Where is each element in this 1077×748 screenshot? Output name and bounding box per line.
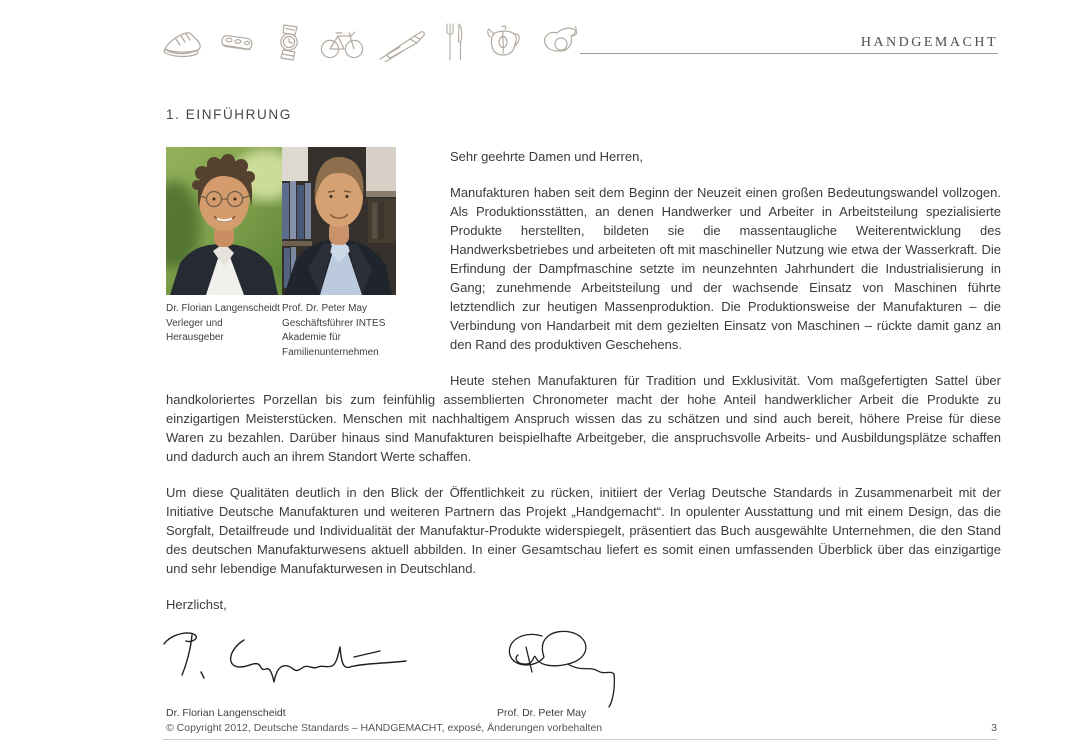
footer-page-number: 3 <box>991 722 997 734</box>
person-name: Dr. Florian Langenscheidt <box>166 303 280 314</box>
letter-paragraph-2: Heute stehen Manufakturen für Tradition und Exklusivität. Vom maßgefertigten Sattel über handkoloriertes Porzellan bis zum feinfühlig assemblierten Chronometer macht der hohe Anteil handwerklicher Arbeit die Produkte zu einzigartigen Meisterstücken. Menschen mit nachhaltigem Anspruch wissen das zu schätzen und sind auch bereit, höhere Preise für diese Waren zu bezahlen. Darüber hinaus sind Manufakturen beispielhafte Arbeitgeber, die anspruchsvolle Arbeits- und Ausbildungsplätze schaffen und dadurch auch an ihrem Standort Werte schaffen. <box>166 373 1001 464</box>
letter-paragraph-3: Um diese Qualitäten deutlich in den Blick der Öffentlichkeit zu rücken, initiiert der Verlag Deutsche Standards in Zusammenarbeit mit der Initiative Deutsche Manufakturen und weiteren Partnern das Projekt „Handgemacht“. In opulenter Ausstattung und mit einem Design, das die Sorgfalt, Detailfreude und Individualität der Manufaktur-Produkte widerspiegelt, präsentiert das Buch ausgewählte Unternehmen, die den Stand des deutschen Manufakturwesens aktuell abbilden. In einer Gesamtschau liefert es somit einen umfassenden Überblick über das einzigartige und sehr lebendige Manufakturwesen in Deutschland. <box>166 485 1001 576</box>
signatures-block <box>166 624 1001 702</box>
letter-paragraph-1: Manufakturen haben seit dem Beginn der Neuzeit einen großen Bedeutungswandel vollzogen. Als Produktionsstätten, an denen Handwerker und Arbeiter in Arbeitsteilung spezialisierte Produkte herstellten, bildeten sie die massentaugliche Weiterentwicklung des Handwerksbetriebes und arbeiteten oft mit maschineller Nutzung wie etwa der Wasserkraft. Die Erfindung der Dampfmaschine setzte im neunzehnten Jahrhundert die Industrialisierung in Gang; zunehmende Arbeitsteilung und der wachsende Einsatz von Maschinen führte letztendlich zur heutigen Massenproduktion. Die Produktionsweise der Manufakturen – die Verbindung von Handarbeit mit dem gezielten Einsatz von Maschinen – rückte damit ganz an den Rand des produktiven Geschehens. <box>450 185 1001 352</box>
signatory-name: Dr. Florian Langenscheidt <box>166 707 286 719</box>
fountain-pen-icon <box>376 22 432 62</box>
bracelet-icon <box>214 22 260 62</box>
letter-closing: Herzlichst, <box>166 597 227 612</box>
signatory-name: Prof. Dr. Peter May <box>497 707 587 719</box>
wristwatch-icon <box>270 22 308 62</box>
caption-florian-langenscheidt <box>166 302 282 346</box>
figure-florian-langenscheidt <box>166 147 282 360</box>
section-title: 1. EINFÜHRUNG <box>166 107 292 122</box>
header-icon-row <box>158 20 582 62</box>
header-rule <box>580 53 998 54</box>
saddle-icon <box>534 20 582 62</box>
footer-rule <box>163 739 997 740</box>
person-name: Prof. Dr. Peter May <box>282 303 368 314</box>
portrait-florian-langenscheidt <box>166 147 282 295</box>
shoe-icon <box>158 22 204 62</box>
person-role: Verleger und Herausgeber <box>166 317 224 343</box>
cutlery-icon <box>442 20 468 62</box>
signature-florian-langenscheidt <box>156 626 421 696</box>
page-title: HANDGEMACHT <box>860 35 998 50</box>
figure-peter-may <box>282 147 396 360</box>
letter-content <box>166 147 1001 718</box>
coffee-pot-icon <box>478 20 524 62</box>
person-role: Geschäftsführer INTES Akademie für Familienunternehmen <box>282 317 386 358</box>
portrait-peter-may <box>282 147 396 295</box>
portraits-block <box>166 147 450 380</box>
caption-peter-may <box>282 302 396 360</box>
footer-copyright: © Copyright 2012, Deutsche Standards – HANDGEMACHT, exposé, Änderungen vorbehalten <box>166 722 603 734</box>
letter-greeting: Sehr geehrte Damen und Herren, <box>450 149 643 164</box>
bicycle-icon <box>318 22 366 62</box>
signatory-names-row <box>166 704 1001 718</box>
signature-peter-may <box>496 624 636 714</box>
